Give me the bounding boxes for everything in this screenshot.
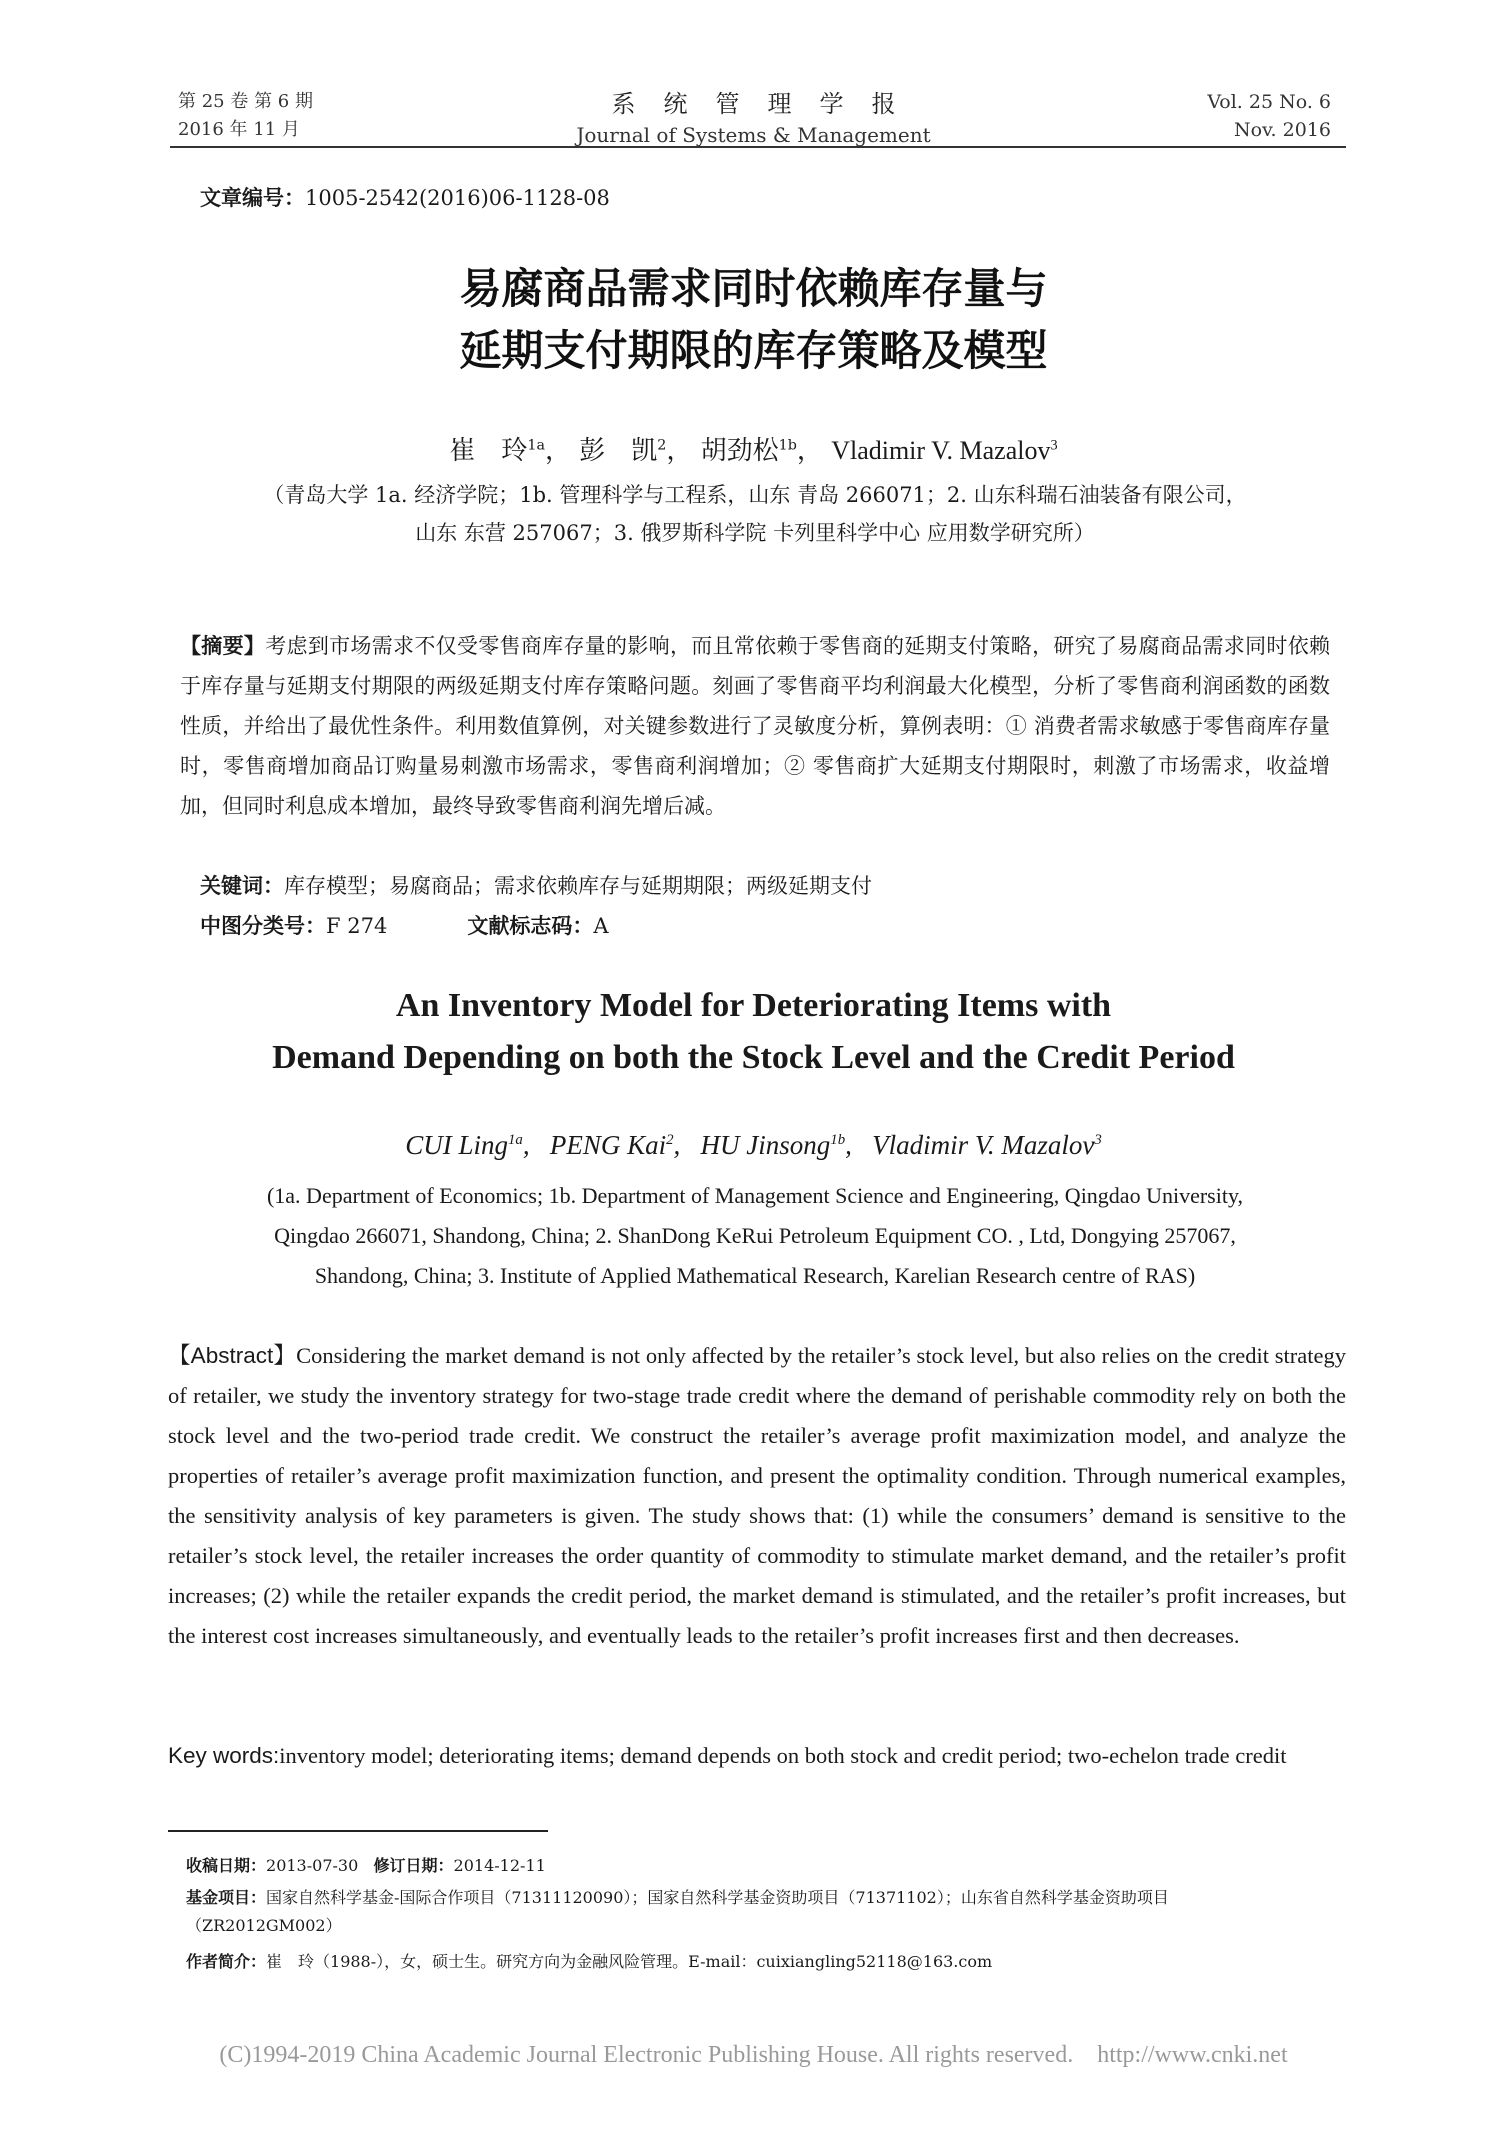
en-abstract-text: Considering the market demand is not only affected by the retailer’s stock level, but also relies on the credit strategy of retailer, we study the inventory strategy for two-stage trade credit where the demand of perishable commodity rely on both the stock level and the two-period trade credit. We construct the retailer’s average profit maximization model, and analyze the properties of retailer’s average profit maximization function, and present the optimality condition. Through numerical examples, the sensitivity analysis of key parameters is given. The study shows that: (1) while the consumers’ demand is sensitive to the retailer’s stock level, the retailer increases the order quantity of commodity to stimulate market demand, and the retailer’s profit increases; (2) while the retailer expands the credit period, the market demand is stimulated, and the retailer’s profit increases, but the interest cost increases simultaneously, and eventually leads to the retailer’s profit increases first and then decreases. — [168, 1343, 1346, 1648]
footnote-dates — [186, 1852, 1346, 1880]
cn-affil-line2: 山东 东营 257067；3. 俄罗斯科学院 卡列里科学中心 应用数学研究所） — [415, 521, 1095, 545]
cn-author: 胡劲松$^{1b}$ — [700, 436, 797, 466]
cn-affiliations — [180, 476, 1330, 552]
doc-code-value: A — [593, 914, 609, 938]
en-affil-line3: Shandong, China; 3. Institute of Applied Mathematical Research, Karelian Research centre of RAS) — [314, 1263, 1196, 1288]
cn-authors: 崔 玲$^{1a}$， 彭 凯$^2$， 胡劲松$^{1b}$， Vladimir V. Mazalov$^3$ — [449, 436, 1058, 466]
en-keywords-label: Key words: — [168, 1743, 280, 1768]
article-number-label: 文章编号： — [200, 186, 305, 210]
header-vol-no: Vol. 25 No. 6 — [1207, 91, 1331, 113]
en-affil-line1: (1a. Department of Economics; 1b. Department of Management Science and Engineering, Qingdao University, — [266, 1183, 1244, 1208]
fund-line1: 国家自然科学基金-国际合作项目（71311120090）；国家自然科学基金资助项目（71371102）；山东省自然科学基金资助项目 — [266, 1888, 1169, 1907]
author-bio-label: 作者简介： — [186, 1952, 267, 1971]
article-number-value: 1005-2542(2016)06-1128-08 — [305, 186, 610, 210]
en-abstract — [168, 1336, 1346, 1656]
article-number — [200, 182, 610, 212]
cn-author: 崔 玲$^{1a}$ — [449, 436, 545, 466]
footnote-fund — [186, 1884, 1346, 1940]
header-date-cn: 2016 年 11 月 — [178, 119, 300, 140]
en-author: CUI Ling$^{1a}$ — [405, 1130, 523, 1160]
header-rule — [170, 146, 1346, 148]
en-title-line2: Demand Depending on both the Stock Level and the Credit Period — [272, 1039, 1235, 1076]
en-author: HU Jinsong$^{1b}$ — [700, 1130, 846, 1160]
fund-line2: （ZR2012GM002） — [186, 1916, 342, 1935]
en-affil-line2: Qingdao 266071, Shandong, China; 2. ShanDong KeRui Petroleum Equipment CO. , Ltd, Dongying 257067, — [274, 1223, 1236, 1248]
en-title-line1: An Inventory Model for Deteriorating Items with — [395, 987, 1112, 1024]
cn-abstract-label: 【摘要】 — [180, 634, 266, 658]
en-keywords — [168, 1736, 1346, 1776]
footnote-rule — [168, 1830, 548, 1832]
cn-abstract — [180, 626, 1330, 826]
received-label: 收稿日期： — [186, 1856, 267, 1875]
footnote-author — [186, 1948, 1346, 1976]
cn-abstract-text: 考虑到市场需求不仅受零售商库存量的影响，而且常依赖于零售商的延期支付策略，研究了易腐商品需求同时依赖于库存量与延期支付期限的两级延期支付库存策略问题。刻画了零售商平均利润最大化模型，分析了零售商利润函数的函数性质，并给出了最优性条件。利用数值算例，对关键参数进行了灵敏度分析，算例表明：① 消费者需求敏感于零售商库存量时，零售商增加商品订购量易刺激市场需求，零售商利润增加；② 零售商扩大延期支付期限时，刺激了市场需求，收益增加，但同时利息成本增加，最终导致零售商利润先增后减。 — [180, 634, 1331, 818]
cn-affil-line1: （青岛大学 1a. 经济学院；1b. 管理科学与工程系，山东 青岛 266071；2. 山东科瑞石油装备有限公司， — [263, 483, 1247, 507]
clc-label: 中图分类号： — [200, 914, 326, 938]
header-volume-issue: 第 25 卷 第 6 期 — [178, 91, 313, 112]
header-date-en: Nov. 2016 — [1234, 119, 1331, 141]
cn-keywords-text: 库存模型；易腐商品；需求依赖库存与延期期限；两级延期支付 — [284, 874, 872, 898]
author-bio-value: 崔 玲（1988-），女，硕士生。研究方向为金融风险管理。E-mail：cuixiangling52118@163.com — [266, 1952, 993, 1971]
doc-code-label: 文献标志码： — [467, 914, 594, 938]
fund-label: 基金项目： — [186, 1888, 267, 1907]
revised-value: 2014-12-11 — [453, 1856, 546, 1875]
cn-keywords — [200, 868, 872, 904]
en-title — [0, 980, 1507, 1084]
cn-title-line2: 延期支付期限的库存策略及模型 — [459, 326, 1048, 375]
clc-value: F 274 — [326, 914, 388, 938]
cn-title — [0, 258, 1507, 382]
en-keywords-text: inventory model; deteriorating items; demand depends on both stock and credit period; two-echelon trade credit — [279, 1743, 1287, 1768]
received-value: 2013-07-30 — [266, 1856, 359, 1875]
cn-author: 彭 凯$^2$ — [579, 436, 667, 466]
cn-keywords-label: 关键词： — [200, 874, 284, 898]
journal-name-en: Journal of Systems & Management — [576, 123, 931, 147]
en-affiliations — [170, 1176, 1340, 1296]
classification — [200, 908, 609, 944]
revised-label: 修订日期： — [373, 1856, 454, 1875]
cn-author: Vladimir V. Mazalov$^3$ — [831, 436, 1058, 465]
header-vol-en — [1207, 88, 1331, 144]
journal-name-cn: 系统管理学报 — [611, 90, 924, 118]
en-authors: CUI Ling$^{1a}$, PENG Kai$^2$, HU Jinsong$^{1b}$, Vladimir V. Mazalov$^3$ — [405, 1130, 1102, 1160]
en-author: PENG Kai$^2$ — [549, 1130, 674, 1160]
en-author: Vladimir V. Mazalov$^3$ — [872, 1130, 1102, 1160]
en-abstract-label: 【Abstract】 — [168, 1343, 297, 1368]
cn-title-line1: 易腐商品需求同时依赖库存量与 — [459, 264, 1048, 313]
copyright-line: (C)1994-2019 China Academic Journal Electronic Publishing House. All rights reserved. http://www.cnki.net — [219, 2042, 1288, 2068]
